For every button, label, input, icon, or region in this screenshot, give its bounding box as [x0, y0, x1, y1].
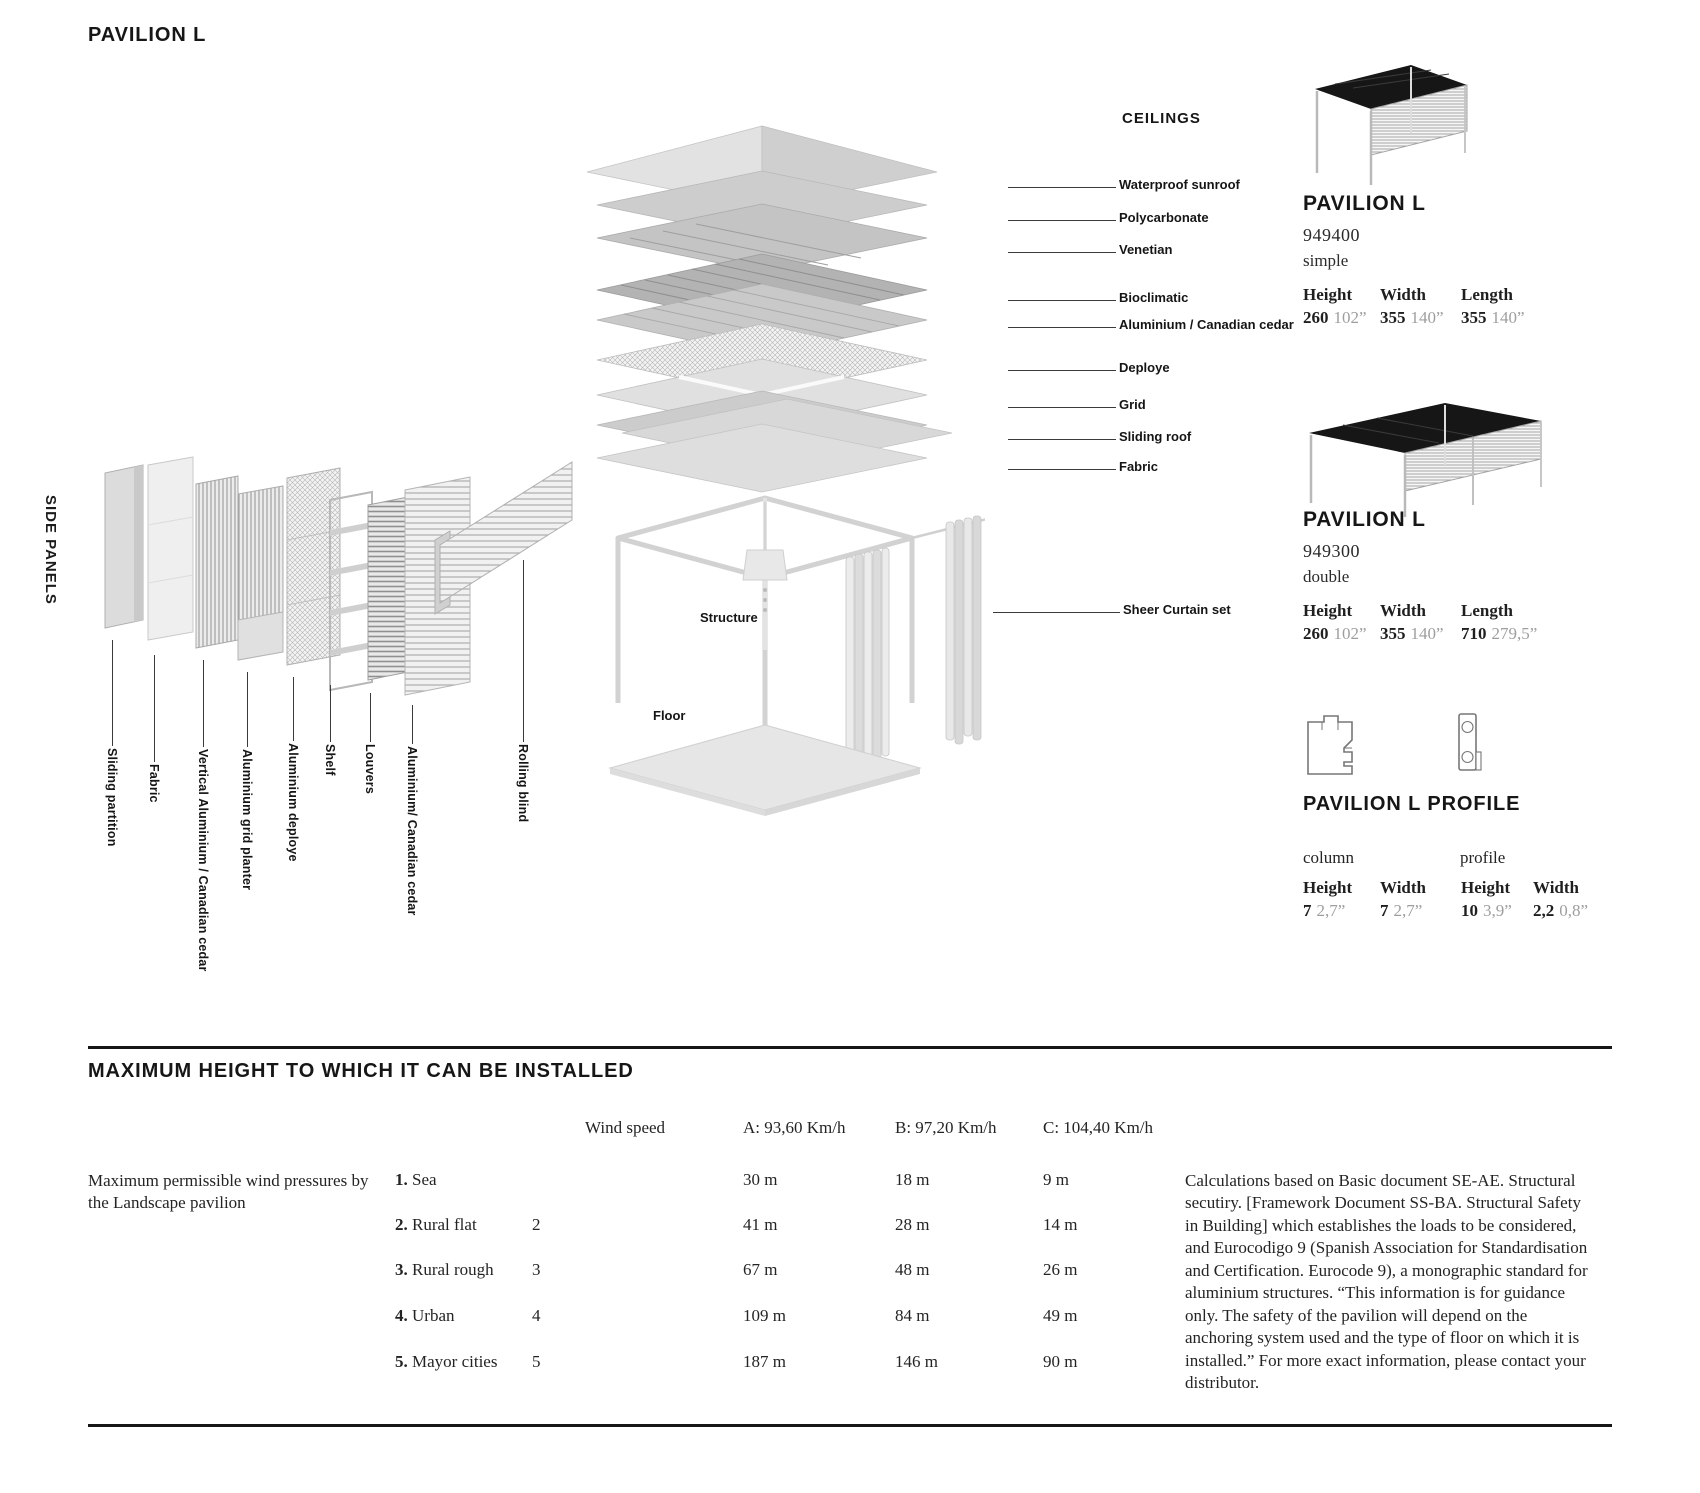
- installation-section-title: MAXIMUM HEIGHT TO WHICH IT CAN BE INSTALLED: [88, 1060, 634, 1082]
- leader-line: [247, 672, 248, 747]
- height-b: 84 m: [895, 1306, 930, 1325]
- wind-class: 5: [532, 1352, 541, 1371]
- height-b: 48 m: [895, 1260, 930, 1279]
- callout-sliding-partition: [104, 640, 120, 847]
- height-b: 28 m: [895, 1215, 930, 1234]
- pavilion-double-icon: [1295, 395, 1555, 520]
- product-dimensions: [1303, 285, 1623, 328]
- page-title: PAVILION L: [88, 24, 207, 46]
- product-name: PAVILION L: [1303, 192, 1426, 215]
- callout-bioclimatic: [1008, 290, 1188, 305]
- leader-line: [1008, 327, 1116, 328]
- ceiling-label: Bioclimatic: [1119, 290, 1189, 305]
- terrain-name: Sea: [412, 1170, 437, 1189]
- leader-line: [154, 655, 155, 762]
- product-name: PAVILION L: [1303, 508, 1426, 531]
- side-panel-label: Aluminium grid planter: [240, 749, 254, 891]
- leader-line: [1008, 300, 1116, 301]
- dim-height: Height 260 102”: [1303, 285, 1367, 327]
- callout-shelf: [322, 685, 338, 776]
- callout-venetian: [1008, 242, 1172, 257]
- height-a: 67 m: [743, 1260, 778, 1279]
- product-card-simple: [1303, 192, 1623, 328]
- column-dim-width: Width 7 2,7”: [1380, 878, 1426, 920]
- callout-sheer-curtain-set: [993, 602, 1231, 617]
- leader-line: [1008, 370, 1116, 371]
- pavilion-simple-icon: [1295, 55, 1475, 190]
- leader-line: [993, 612, 1120, 613]
- height-a: 41 m: [743, 1215, 778, 1234]
- leader-line: [1008, 252, 1116, 253]
- wind-class: 2: [532, 1215, 541, 1234]
- callout-aluminium-canadian-cedar: [404, 705, 420, 916]
- ceiling-label: Sliding roof: [1119, 429, 1192, 444]
- wind-class: 3: [532, 1260, 541, 1279]
- beam-profile-icon: [1459, 714, 1481, 770]
- profile-dim-height: Height 10 3,9”: [1461, 878, 1512, 920]
- height-a: 187 m: [743, 1352, 786, 1371]
- dim-height: Height 260 102”: [1303, 601, 1367, 643]
- callout-aluminium-grid-planter: [239, 672, 255, 890]
- side-panel-label: Aluminium/ Canadian cedar: [405, 746, 419, 916]
- profile-group-column-label: column: [1303, 848, 1354, 867]
- leader-line: [523, 560, 524, 742]
- leader-line: [293, 677, 294, 741]
- ceiling-stack-illustration: [555, 110, 985, 835]
- side-panel-label: Sliding partition: [105, 748, 119, 847]
- side-panel-label: Aluminium deploye: [286, 743, 300, 862]
- callout-waterproof-sunroof: [1008, 177, 1240, 192]
- section-divider-bottom: [88, 1424, 1612, 1427]
- height-c: 14 m: [1043, 1215, 1078, 1234]
- column-a-header: A: 93,60 Km/h: [743, 1118, 846, 1137]
- product-card-double: [1303, 508, 1623, 644]
- height-c: 90 m: [1043, 1352, 1078, 1371]
- terrain-name: Rural rough: [412, 1260, 494, 1279]
- height-c: 9 m: [1043, 1170, 1069, 1189]
- pavilion-simple-thumbnail: [1295, 55, 1475, 190]
- callout-sliding-roof: [1008, 429, 1191, 444]
- leader-line: [1008, 220, 1116, 221]
- ceiling-label: Sheer Curtain set: [1123, 602, 1231, 617]
- ceiling-label: Deploye: [1119, 360, 1170, 375]
- ceiling-label: Fabric: [1119, 459, 1159, 474]
- leader-line: [1008, 187, 1116, 188]
- column-profile-icon: [1308, 716, 1352, 774]
- callout-louvers: [362, 693, 378, 794]
- ceiling-label: Polycarbonate: [1119, 210, 1209, 225]
- wind-speed-column-header: Wind speed: [585, 1118, 666, 1137]
- ceiling-exploded-drawing: [555, 110, 985, 835]
- terrain-name: Rural flat: [412, 1215, 477, 1234]
- callout-vertical-aluminium: [195, 660, 211, 972]
- leader-line: [1008, 469, 1116, 470]
- side-panel-label: Vertical Aluminium / Canadian cedar: [196, 749, 210, 972]
- callout-rolling-blind: [515, 560, 531, 822]
- terrain-name: Mayor cities: [412, 1352, 498, 1371]
- callout-fabric-ceiling: [1008, 459, 1158, 474]
- height-a: 109 m: [743, 1306, 786, 1325]
- profile-dim-width: Width 2,2 0,8”: [1533, 878, 1589, 920]
- side-panel-label: Louvers: [363, 744, 377, 795]
- dim-length: Length 710 279,5”: [1461, 601, 1538, 643]
- leader-line: [370, 693, 371, 742]
- ceiling-label: Aluminium / Canadian cedar: [1119, 317, 1294, 332]
- product-dimensions: [1303, 601, 1623, 644]
- terrain-name: Urban: [412, 1306, 455, 1325]
- product-code: 949300: [1303, 541, 1360, 561]
- leader-line: [330, 685, 331, 742]
- dim-width: Width 355 140”: [1380, 285, 1444, 327]
- wind-class: 4: [532, 1306, 541, 1325]
- callout-aluminium-deploye: [285, 677, 301, 862]
- callout-deploye: [1008, 360, 1170, 375]
- leader-line: [412, 705, 413, 744]
- height-c: 49 m: [1043, 1306, 1078, 1325]
- product-code: 949400: [1303, 225, 1360, 245]
- side-panel-label: Shelf: [323, 744, 337, 776]
- spec-sheet-page: PAVILION L SIDE PANELS Sliding partition Fabric Vertical Aluminium / Canadian cedar Aluminium grid planter Aluminium deploye Shelf Louvers Aluminium/ Canadian cedar Rolling blind Structure Floor CEILINGS Waterproof sunroof Polycarbonate Venetian Bioclimatic Aluminium / Canadian cedar Deploye Grid Sliding roof Fabric Sheer Curtain set PAVILION L 949400 simple Height 260 102” Width 355 140” Length 355 140” PAVILION L 949300 double Height 260 102” Width 355 140” Length 710 279,5” PAVILION L PROFILE column profile Height 7 2,7” Width 7 2,7” Height 10 3,9” Width 2,2 0,8” MAXIMUM HEIGHT TO WHICH IT CAN BE INSTALLED Wind speed A: 93,60 Km/h B: 97,20 Km/h C: 104,40 Km/h Maximum permissible wind pressures by the Landscape pavilion 1. Sea 30 m 18 m 9 m 2. Rural flat 2 41 m 28 m 14 m 3. Rural rough 3 67 m 48 m 26 m 4. Urban 4 109 m 84 m 49 m 5. Mayor cities 5 187 m 146 m 90 m Calculations based on Basic document SE-AE. Structural secutiry. [Framework Document SS-BA. Structural Safety in Building] which establishes the loads to be considered, and Eurocodigo 9 (Spanish Association for Standardisation and Certification. Eurocode 9), a monographic standard for aluminium structures. “This information is for guidance only. The safety of the pavilion will depend on the anchoring system used and the type of floor on which it is installed.” For more exact information, please contact your distributor.: [0, 0, 1700, 1493]
- height-b: 146 m: [895, 1352, 938, 1371]
- ceiling-label: Grid: [1119, 397, 1146, 412]
- ceilings-section-label: CEILINGS: [1122, 110, 1201, 127]
- wind-pressure-note: Maximum permissible wind pressures by the Landscape pavilion: [88, 1171, 369, 1213]
- leader-line: [203, 660, 204, 747]
- leader-line: [112, 640, 113, 746]
- dim-length: Length 355 140”: [1461, 285, 1525, 327]
- side-panel-label: Fabric: [147, 764, 161, 803]
- callout-grid: [1008, 397, 1146, 412]
- profile-section-title: PAVILION L PROFILE: [1303, 793, 1521, 815]
- ceiling-label: Venetian: [1119, 242, 1173, 257]
- callout-fabric: [146, 655, 162, 803]
- profile-dimensions: [1303, 878, 1588, 921]
- column-dim-height: Height 7 2,7”: [1303, 878, 1353, 920]
- leader-line: [1008, 407, 1116, 408]
- structure-label: Structure: [700, 610, 758, 625]
- height-b: 18 m: [895, 1170, 930, 1189]
- height-a: 30 m: [743, 1170, 778, 1189]
- section-divider-top: [88, 1046, 1612, 1049]
- product-variant: double: [1303, 567, 1350, 586]
- side-panels-section-label: SIDE PANELS: [42, 495, 59, 605]
- ceiling-label: Waterproof sunroof: [1119, 177, 1240, 192]
- profile-icons: [1305, 712, 1595, 778]
- column-c-header: C: 104,40 Km/h: [1043, 1118, 1154, 1137]
- column-b-header: B: 97,20 Km/h: [895, 1118, 997, 1137]
- callout-polycarbonate: [1008, 210, 1209, 225]
- leader-line: [1008, 439, 1116, 440]
- side-panel-label: Rolling blind: [516, 744, 530, 823]
- height-c: 26 m: [1043, 1260, 1078, 1279]
- callout-aluminium-canadian-cedar-ceiling: [1008, 317, 1294, 332]
- dim-width: Width 355 140”: [1380, 601, 1444, 643]
- floor-label: Floor: [653, 708, 686, 723]
- pavilion-double-thumbnail: [1295, 395, 1555, 520]
- calculation-disclaimer: Calculations based on Basic document SE-AE. Structural secutiry. [Framework Document SS-BA. Structural Safety in Building] which establishes the loads to be considered, and Eurocodigo 9 (Spanish Association for Standardisation and Certification. Eurocode 9), a monographic standard for aluminium structures. “This information is for guidance only. The safety of the pavilion will depend on the anchoring system used and the type of floor on which it is installed.” For more exact information, please contact your distributor.: [1185, 1171, 1588, 1392]
- product-variant: simple: [1303, 251, 1349, 270]
- profile-group-profile-label: profile: [1460, 848, 1506, 867]
